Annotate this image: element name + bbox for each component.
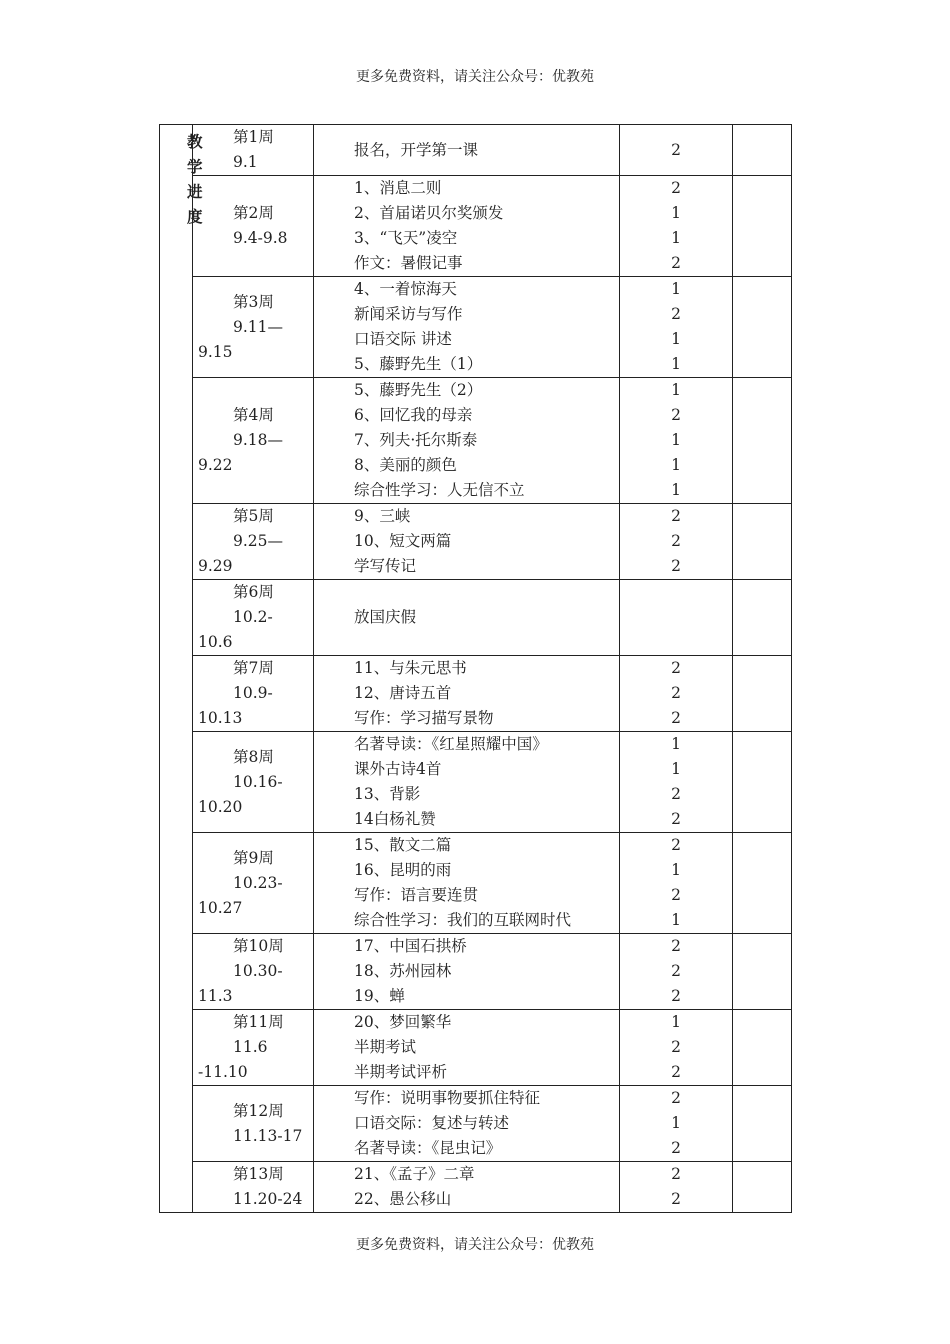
week-row: [160, 833, 792, 934]
lesson-item: 1、消息二则: [354, 179, 442, 197]
lesson-hours: 1: [671, 330, 681, 348]
week-dates: 9.25—: [233, 532, 284, 550]
teaching-schedule-table: [159, 124, 792, 1213]
week-dates: 11.20-24: [233, 1190, 303, 1208]
lesson-hours: 1: [671, 911, 681, 929]
lesson-hours: 2: [671, 684, 681, 702]
week-cell: [193, 1010, 314, 1086]
section-label-char: 学: [187, 157, 203, 176]
week-dates: 10.16-: [233, 772, 283, 791]
notes-cell: [733, 504, 792, 580]
hours-cell: [620, 833, 733, 934]
week-cell: [193, 1162, 314, 1213]
lesson-hours: 2: [671, 659, 681, 677]
section-label-char: 度: [187, 207, 203, 226]
lessons-cell: [314, 732, 620, 833]
notes-cell: [733, 378, 792, 504]
week-dates: -11.10: [198, 1063, 248, 1081]
lesson-item: 4、一着惊海天: [354, 280, 457, 298]
week-number: 第13周: [233, 1165, 284, 1183]
lesson-item: 5、藤野先生（2）: [354, 381, 483, 399]
lesson-hours: 1: [671, 1013, 681, 1031]
lesson-item: 口语交际：复述与转述: [354, 1114, 510, 1132]
lesson-hours: 1: [671, 760, 681, 778]
lesson-hours: 1: [671, 481, 681, 499]
week-cell: [193, 176, 314, 277]
week-number: 第4周: [233, 406, 274, 424]
lesson-item: 口语交际 讲述: [354, 330, 452, 348]
week-dates: 10.9-: [233, 684, 273, 702]
lessons-cell: [314, 833, 620, 934]
lesson-hours: 1: [671, 431, 681, 449]
lesson-item: 半期考试: [354, 1038, 417, 1056]
hours-cell: [620, 1162, 733, 1213]
hours-cell: [620, 934, 733, 1010]
lesson-item: 20、梦回繁华: [354, 1013, 452, 1031]
week-dates: 10.13: [198, 709, 243, 727]
lesson-item: 作文：暑假记事: [354, 254, 463, 272]
notes-cell: [733, 176, 792, 277]
lesson-hours: 2: [671, 140, 681, 159]
week-dates: 9.4-9.8: [233, 229, 288, 247]
lesson-item: 16、昆明的雨: [354, 861, 452, 879]
lesson-item: 名著导读：《红星照耀中国》: [354, 735, 548, 753]
week-cell: [193, 934, 314, 1010]
lesson-item: 15、散文二篇: [354, 836, 452, 854]
lesson-item: 半期考试评析: [354, 1063, 448, 1081]
hours-cell: [620, 656, 733, 732]
lesson-item: 22、愚公移山: [354, 1190, 452, 1208]
notes-cell: [733, 580, 792, 656]
lesson-hours: 2: [671, 557, 681, 575]
week-cell: [193, 1086, 314, 1162]
week-number: 第10周: [233, 937, 284, 955]
lesson-item: 新闻采访与写作: [354, 305, 463, 323]
lesson-hours: 1: [671, 861, 681, 879]
page-header: 更多免费资料，请关注公众号：优教苑: [356, 69, 594, 85]
notes-cell: [733, 934, 792, 1010]
week-dates: 10.2-: [233, 608, 273, 626]
week-number: 第8周: [233, 747, 274, 766]
lesson-item: 课外古诗4首: [354, 760, 442, 778]
hours-cell: [620, 1086, 733, 1162]
notes-cell: [733, 277, 792, 378]
week-number: 第9周: [233, 848, 274, 867]
week-row: [160, 1010, 792, 1086]
lesson-hours: 2: [671, 937, 681, 955]
lesson-item: 放国庆假: [354, 608, 417, 626]
lesson-item: 17、中国石拱桥: [354, 937, 467, 955]
lesson-hours: [620, 605, 732, 630]
notes-cell: [733, 1010, 792, 1086]
lesson-item: 综合性学习：我们的互联网时代: [354, 911, 572, 929]
week-dates: 9.22: [198, 456, 233, 474]
lesson-hours: 2: [671, 406, 681, 424]
notes-cell: [733, 656, 792, 732]
lessons-cell: [314, 125, 620, 176]
week-dates: 9.18—: [233, 431, 284, 449]
lesson-hours: 1: [671, 280, 681, 298]
lesson-hours: 1: [671, 456, 681, 474]
week-dates: 9.29: [198, 557, 233, 575]
week-number: 第5周: [233, 507, 274, 525]
lesson-item: 学写传记: [354, 557, 417, 575]
week-dates: 11.3: [198, 987, 233, 1005]
lessons-cell: [314, 934, 620, 1010]
lesson-item: 14白杨礼赞: [354, 810, 436, 828]
week-cell: [193, 580, 314, 656]
week-number: 第11周: [233, 1013, 284, 1031]
hours-cell: [620, 580, 733, 656]
lesson-item: 写作：说明事物要抓住特征: [354, 1089, 541, 1107]
lesson-hours: 1: [671, 204, 681, 222]
lessons-cell: [314, 176, 620, 277]
week-dates: 11.13-17: [233, 1126, 303, 1145]
hours-cell: [620, 732, 733, 833]
lesson-hours: 2: [671, 785, 681, 803]
lesson-item: 7、列夫·托尔斯泰: [354, 431, 478, 449]
week-row: [160, 934, 792, 1010]
lesson-item: 13、背影: [354, 785, 421, 803]
week-cell: [193, 656, 314, 732]
lesson-item: 6、回忆我的母亲: [354, 406, 473, 424]
week-row: [160, 125, 792, 176]
lesson-hours: 1: [671, 1114, 681, 1132]
lesson-hours: 1: [671, 229, 681, 247]
lessons-cell: [314, 1086, 620, 1162]
lesson-item: 2、首届诺贝尔奖颁发: [354, 204, 504, 222]
lesson-hours: 2: [671, 1165, 681, 1183]
week-cell: [193, 378, 314, 504]
notes-cell: [733, 732, 792, 833]
hours-cell: [620, 277, 733, 378]
lesson-item: 18、苏州园林: [354, 962, 452, 980]
lesson-hours: 2: [671, 836, 681, 854]
lessons-cell: [314, 277, 620, 378]
lesson-hours: 2: [671, 1139, 681, 1157]
lesson-hours: 2: [671, 810, 681, 828]
week-cell: [193, 277, 314, 378]
week-dates: 10.23-: [233, 873, 283, 892]
week-dates: 9.15: [198, 342, 233, 361]
week-cell: [193, 504, 314, 580]
week-row: [160, 378, 792, 504]
notes-cell: [733, 833, 792, 934]
week-number: 第2周: [233, 204, 274, 222]
lesson-hours: 2: [671, 254, 681, 272]
lesson-hours: 2: [671, 1190, 681, 1208]
lesson-item: 报名，开学第一课: [354, 140, 479, 159]
week-dates: 10.6: [198, 633, 233, 651]
lesson-hours: 2: [671, 962, 681, 980]
lesson-item: 12、唐诗五首: [354, 684, 452, 702]
week-dates: 9.1: [233, 153, 258, 171]
notes-cell: [733, 1162, 792, 1213]
lesson-item: 10、短文两篇: [354, 532, 452, 550]
lessons-cell: [314, 1010, 620, 1086]
week-number: 第3周: [233, 292, 274, 311]
lessons-cell: [314, 580, 620, 656]
lesson-hours: 2: [671, 507, 681, 525]
week-number: 第1周: [233, 128, 274, 146]
week-dates: 9.11—: [233, 317, 284, 336]
week-number: 第12周: [233, 1101, 284, 1120]
page-footer: 更多免费资料，请关注公众号：优教苑: [356, 1237, 594, 1253]
week-row: [160, 732, 792, 833]
week-row: [160, 1086, 792, 1162]
hours-cell: [620, 1010, 733, 1086]
week-dates: 10.30-: [233, 962, 283, 980]
week-dates: 10.27: [198, 898, 243, 917]
week-row: [160, 277, 792, 378]
week-row: [160, 1162, 792, 1213]
week-cell: [193, 125, 314, 176]
side-label-cell: [160, 125, 203, 1213]
hours-cell: [620, 125, 733, 176]
lesson-hours: 1: [671, 381, 681, 399]
lesson-item: 写作：语言要连贯: [354, 886, 479, 904]
lesson-item: 写作：学习描写景物: [354, 709, 494, 727]
lesson-item: 19、蝉: [354, 987, 405, 1005]
lesson-hours: 2: [671, 179, 681, 197]
lesson-hours: 2: [671, 1038, 681, 1056]
lesson-item: 综合性学习：人无信不立: [354, 481, 525, 499]
lesson-hours: 2: [671, 1089, 681, 1107]
lesson-item: 5、藤野先生（1）: [354, 355, 483, 373]
lesson-item: 3、“飞天”凌空: [354, 229, 458, 247]
week-number: 第7周: [233, 659, 274, 677]
lessons-cell: [314, 656, 620, 732]
lesson-hours: 2: [671, 305, 681, 323]
section-label-char: 教: [187, 132, 203, 151]
lessons-cell: [314, 504, 620, 580]
notes-cell: [733, 1086, 792, 1162]
week-dates: 10.20: [198, 797, 243, 816]
lesson-hours: 2: [671, 532, 681, 550]
section-label-char: 进: [187, 182, 203, 201]
week-row: [160, 504, 792, 580]
section-label: [187, 129, 203, 229]
week-row: [160, 176, 792, 277]
week-row: [160, 580, 792, 656]
lesson-item: 11、与朱元思书: [354, 659, 467, 677]
lessons-cell: [314, 378, 620, 504]
lesson-hours: 2: [671, 886, 681, 904]
week-dates: 11.6: [233, 1038, 268, 1056]
week-cell: [193, 833, 314, 934]
lesson-hours: 1: [671, 355, 681, 373]
lesson-item: 名著导读：《昆虫记》: [354, 1139, 502, 1157]
week-number: 第6周: [233, 583, 274, 601]
lesson-hours: 2: [671, 709, 681, 727]
hours-cell: [620, 504, 733, 580]
hours-cell: [620, 176, 733, 277]
week-row: [160, 656, 792, 732]
lesson-item: 8、美丽的颜色: [354, 456, 457, 474]
lesson-hours: 1: [671, 735, 681, 753]
week-cell: [193, 732, 314, 833]
lesson-item: 9、三峡: [354, 507, 411, 525]
hours-cell: [620, 378, 733, 504]
notes-cell: [733, 125, 792, 176]
lessons-cell: [314, 1162, 620, 1213]
lesson-item: 21、《孟子》二章: [354, 1165, 475, 1183]
lesson-hours: 2: [671, 1063, 681, 1081]
lesson-hours: 2: [671, 987, 681, 1005]
